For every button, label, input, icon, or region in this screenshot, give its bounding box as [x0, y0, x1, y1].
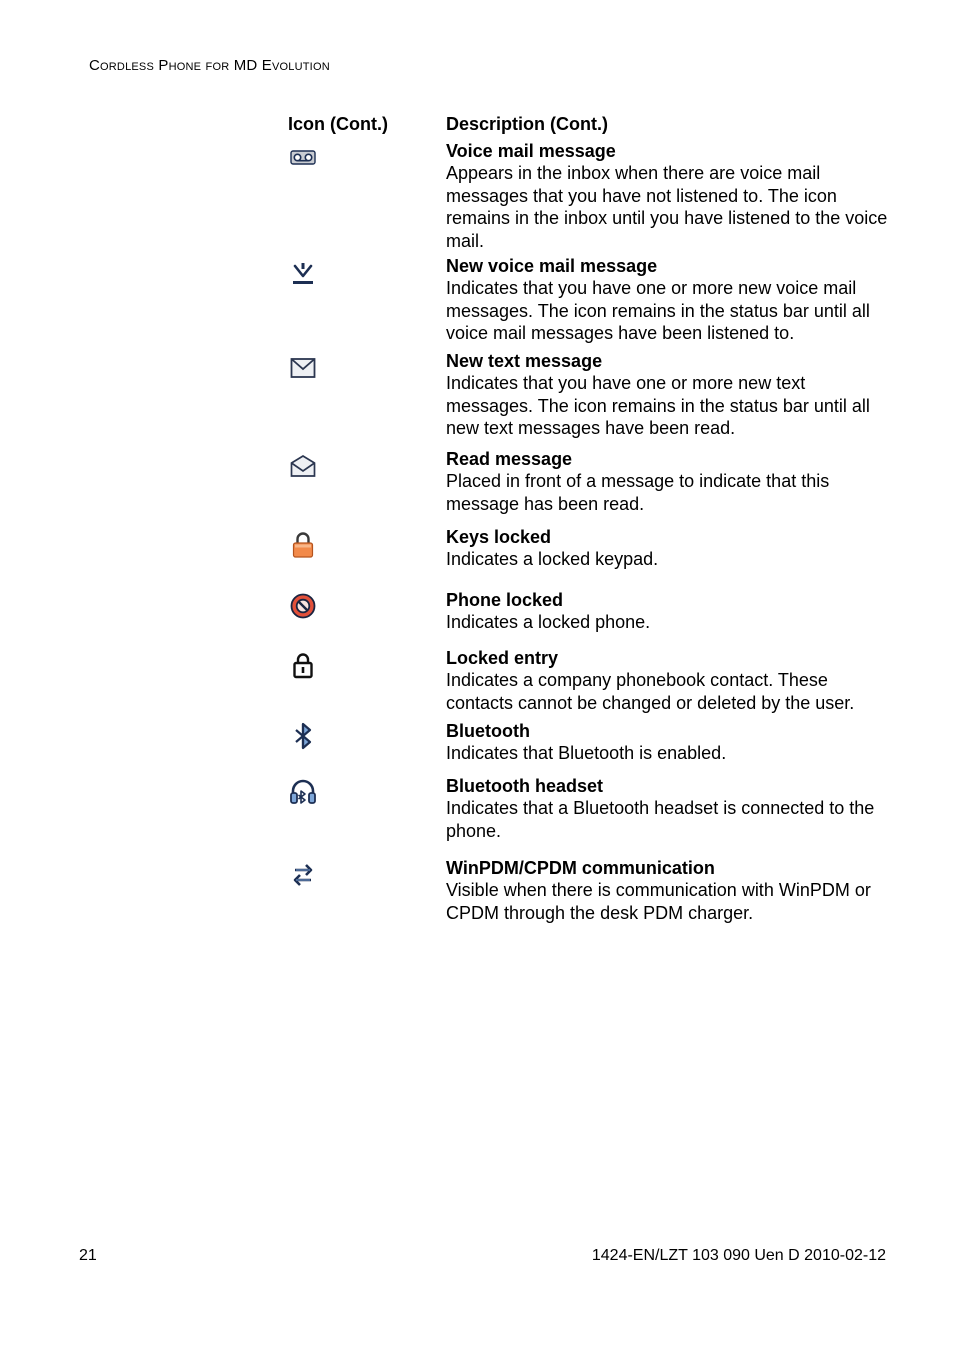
new-voicemail-icon	[289, 259, 317, 287]
row-title: New voice mail message	[446, 256, 658, 276]
row-title: New text message	[446, 351, 603, 371]
row-description: Indicates that you have one or more new text messages. The icon remains in the status bar until all new text messages have been read.	[446, 373, 870, 439]
row-text	[446, 857, 896, 924]
row-title: Locked entry	[446, 648, 559, 668]
row-text	[446, 255, 896, 345]
row-title: Phone locked	[446, 590, 564, 610]
row-description: Indicates a locked phone.	[446, 612, 651, 633]
bluetooth-icon	[289, 722, 317, 750]
row-text	[446, 720, 896, 765]
row-description: Indicates that a Bluetooth headset is connected to the phone.	[446, 798, 875, 841]
padlock-orange-icon	[289, 531, 317, 559]
row-title: WinPDM/CPDM communication	[446, 858, 715, 878]
row-description: Indicates that you have one or more new voice mail messages. The icon remains in the status bar until all voice mail messages have been listened to.	[446, 278, 870, 344]
row-title: Bluetooth headset	[446, 776, 604, 796]
row-title: Read message	[446, 449, 573, 469]
row-text	[446, 526, 896, 571]
row-text	[446, 140, 896, 252]
row-text	[446, 775, 896, 842]
table-header	[0, 114, 954, 136]
row-description: Indicates a locked keypad.	[446, 549, 659, 570]
envelope-open-icon	[289, 452, 317, 480]
row-description: Indicates a company phonebook contact. These contacts cannot be changed or deleted by the user.	[446, 670, 855, 713]
row-description: Placed in front of a message to indicate that this message has been read.	[446, 471, 830, 514]
row-title: Keys locked	[446, 527, 552, 547]
padlock-icon	[289, 651, 317, 679]
row-text	[446, 589, 896, 634]
row-title: Bluetooth	[446, 721, 530, 741]
page-number: 21	[79, 1247, 97, 1264]
column-header-icon: Icon (Cont.)	[288, 114, 388, 134]
row-description: Visible when there is communication with WinPDM or CPDM through the desk PDM charger.	[446, 880, 871, 923]
row-text	[446, 647, 896, 714]
transfer-arrows-icon	[289, 861, 317, 889]
document-id: 1424-EN/LZT 103 090 Uen D 2010-02-12	[591, 1247, 886, 1264]
voicemail-icon	[289, 144, 317, 172]
column-header-description: Description (Cont.)	[446, 114, 608, 134]
no-entry-icon	[289, 592, 317, 620]
row-text	[446, 350, 896, 440]
row-text	[446, 448, 896, 515]
bluetooth-headset-icon	[289, 779, 317, 807]
row-description: Appears in the inbox when there are voice mail messages that you have not listened to. The icon remains in the inbox until you have listened to the voice mail.	[446, 163, 888, 251]
row-description: Indicates that Bluetooth is enabled.	[446, 743, 727, 764]
envelope-icon	[289, 354, 317, 382]
running-header: Cordless Phone for MD Evolution	[89, 57, 330, 74]
row-title: Voice mail message	[446, 141, 616, 161]
